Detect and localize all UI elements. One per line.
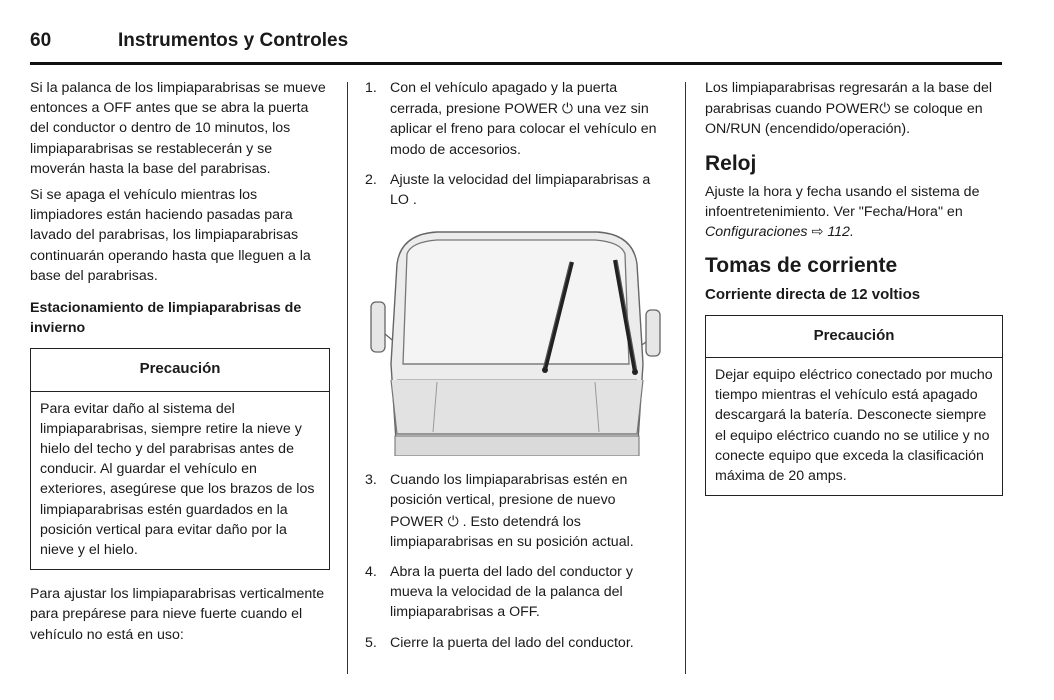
page-number: 60 bbox=[30, 30, 52, 51]
paragraph-text: Los limpiaparabrisas regresarán a la base del parabrisas cuando POWER bbox=[705, 80, 993, 118]
column-right bbox=[705, 78, 1003, 510]
paragraph-text: Ajuste la hora y fecha usando el sistema de infoentretenimiento. Ver "Fecha/Hora" en bbox=[705, 183, 980, 221]
column-divider bbox=[347, 82, 348, 674]
step-text: Abra la puerta del lado del conductor y mueva la velocidad de la palanca del limpiaparabrisas a OFF. bbox=[390, 564, 633, 621]
paragraph: Si se apaga el vehículo mientras los limpiadores están haciendo pasadas para lavado del parabrisas, los limpiaparabrisas continuarán operando hasta que lleguen a la base del parabrisas. bbox=[30, 187, 311, 284]
column-left bbox=[30, 78, 330, 651]
caution-title: Precaución bbox=[706, 316, 1002, 358]
power-icon: ⏻ bbox=[879, 100, 891, 117]
windshield-wipers-illustration bbox=[367, 224, 662, 456]
page-header bbox=[30, 30, 1002, 60]
reference-link[interactable] bbox=[705, 224, 854, 240]
power-icon: ⏻ bbox=[447, 512, 459, 529]
step-text: . Esto detendrá los limpiaparabrisas en su posición actual. bbox=[390, 513, 634, 550]
page-title: Instrumentos y Controles bbox=[118, 30, 349, 51]
paragraph: Para ajustar los limpiaparabrisas verticalmente para prepárese para nieve fuerte cuando el vehículo no está en uso: bbox=[30, 586, 325, 643]
header-divider bbox=[30, 62, 1002, 65]
caution-body: Dejar equipo eléctrico conectado por mucho tiempo mientras el vehículo está apagado descargará la batería. Desconecte siempre el equipo eléctrico cuando no se utilice y no conecte equipo que exceda la clasificación máxima de 20 amps. bbox=[715, 367, 993, 485]
step-text: Cierre la puerta del lado del conductor. bbox=[390, 634, 634, 651]
list-item bbox=[365, 633, 665, 653]
subheading-winter-parking: Estacionamiento de limpiaparabrisas de invierno bbox=[30, 300, 302, 337]
step-text: Cuando los limpiaparabrisas estén en posición vertical, presione de nuevo POWER bbox=[390, 472, 628, 530]
heading-tomas-corriente: Tomas de corriente bbox=[705, 254, 898, 278]
step-number: 3. bbox=[365, 472, 377, 489]
step-number: 5. bbox=[365, 634, 377, 651]
step-text: Con el vehículo apagado y la puerta cerrada, presione POWER bbox=[390, 80, 618, 118]
caution-title: Precaución bbox=[31, 349, 329, 391]
caution-box bbox=[705, 315, 1003, 496]
heading-reloj: Reloj bbox=[705, 151, 757, 175]
reference-title: Configuraciones bbox=[705, 224, 808, 241]
list-item bbox=[365, 170, 665, 210]
step-number: 1. bbox=[365, 80, 377, 96]
step-text: Ajuste la velocidad del limpiaparabrisas a LO . bbox=[390, 171, 651, 209]
paragraph bbox=[705, 182, 1003, 243]
power-icon: ⏻ bbox=[561, 100, 573, 117]
list-item bbox=[365, 78, 665, 160]
paragraph bbox=[705, 78, 1003, 140]
subheading-dc: Corriente directa de 12 voltios bbox=[705, 285, 921, 303]
list-item bbox=[365, 470, 665, 552]
arrow-right-icon: ⇨ bbox=[811, 224, 824, 241]
caution-box bbox=[30, 348, 330, 570]
column-middle bbox=[365, 78, 665, 663]
steps-list bbox=[365, 470, 665, 653]
step-number: 2. bbox=[365, 171, 377, 188]
step-text: una vez sin aplicar el freno para colocar el vehículo en modo de accesorios. bbox=[390, 101, 657, 158]
paragraph-text: se coloque en ON/RUN (encendido/operación). bbox=[705, 101, 983, 138]
paragraph: Si la palanca de los limpiaparabrisas se mueve entonces a OFF antes que se abra la puerta del conductor o dentro de 10 minutos, los limpiaparabrisas se restablecerán y se moverán hasta la base del parabrisas. bbox=[30, 80, 326, 177]
column-divider bbox=[685, 82, 686, 674]
steps-list bbox=[365, 78, 665, 210]
caution-body: Para evitar daño al sistema del limpiaparabrisas, siempre retire la nieve y hielo del techo y del parabrisas antes de conducir. Al guardar el vehículo en exteriores, asegúrese que los brazos de los limpiaparabrisas estén guardados en la posición vertical para evitar daño por la nieve y el hielo. bbox=[40, 400, 315, 559]
step-number: 4. bbox=[365, 564, 377, 581]
reference-page: 112. bbox=[827, 224, 854, 241]
list-item bbox=[365, 562, 665, 623]
